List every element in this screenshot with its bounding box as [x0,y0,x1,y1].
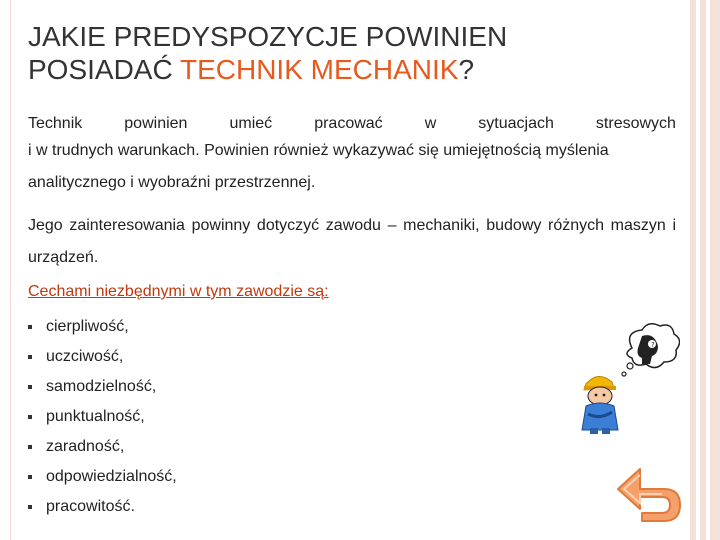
traits-list [28,312,177,522]
traits-heading: Cechami niezbędnymi w tym zawodzie są: [28,283,329,300]
left-frame [0,0,11,540]
list-item: samodzielność, [28,372,177,402]
list-item: punktualność, [28,402,177,432]
right-frame [690,0,720,540]
paragraph-1-line-3: analitycznego i wyobraźni przestrzennej. [28,174,316,191]
thinking-worker-icon [570,322,680,437]
paragraph-1 [28,113,676,199]
paragraph-2: Jego zainteresowania powinny dotyczyć zawodu – mechaniki, budowy różnych maszyn i urządzeń. [28,217,676,266]
paragraph-1-line-2: i w trudnych warunkach. Powinien również wykazywać się umiejętnością myślenia [28,142,609,159]
list-item: odpowiedzialność, [28,462,177,492]
slide-title: JAKIE PREDYSPOZYCJE POWINIEN POSIADAĆ TECHNIK MECHANIK? [28,21,508,85]
svg-text:?: ? [651,341,655,349]
title-accent: TECHNIK MECHANIK [179,54,459,85]
return-arrow-icon[interactable] [612,463,686,525]
list-item: zaradność, [28,432,177,462]
list-item: cierpliwość, [28,312,177,342]
list-item: pracowitość. [28,492,177,522]
list-item: uczciwość, [28,342,177,372]
paragraph-1-line-1: Technik powinien umieć pracować w sytuacjach stresowych [28,115,676,132]
